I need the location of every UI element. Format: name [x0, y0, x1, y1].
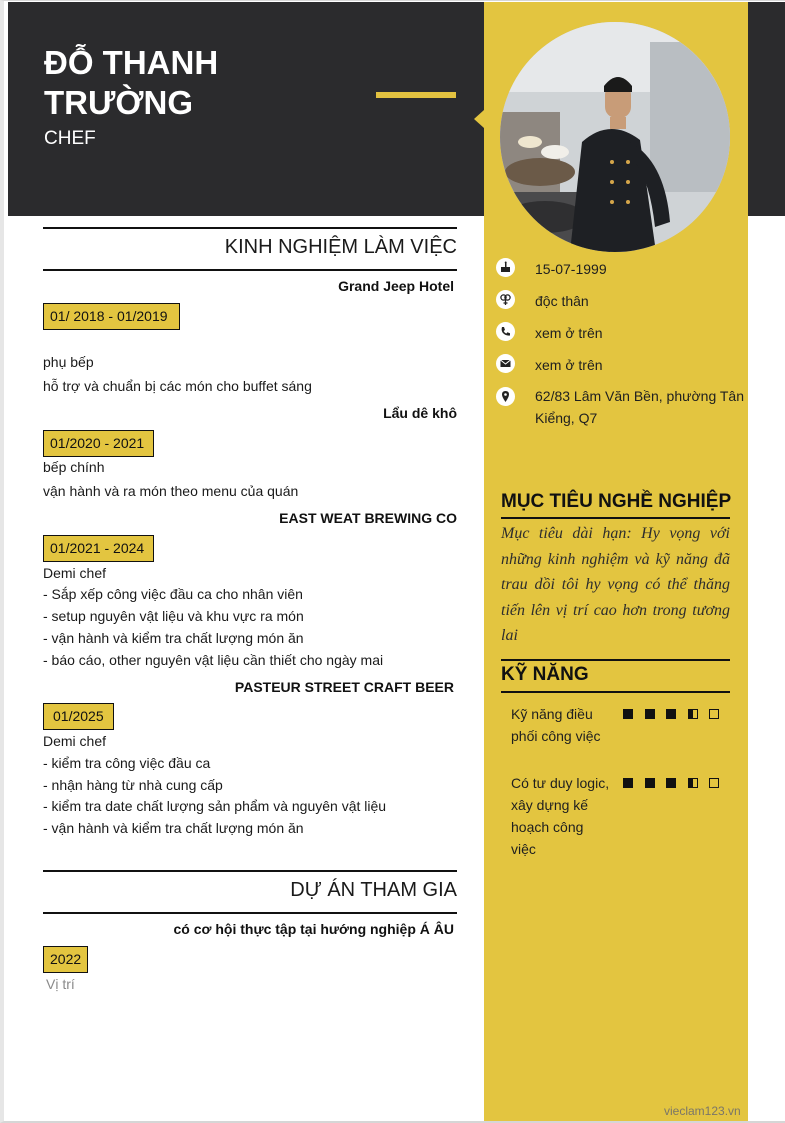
detail-line: - kiểm tra date chất lượng sản phẩm và nguyên vật liệu [43, 798, 387, 814]
projects-divider-top [43, 870, 457, 872]
candidate-name-line2: TRƯỜNG [44, 84, 194, 121]
position-text: Demi chef [43, 733, 107, 749]
skill-rating-square [688, 709, 698, 719]
project-role: Vị trí [46, 976, 75, 992]
detail-line: - setup nguyên vật liệu và khu vực ra món [43, 608, 304, 624]
date-badge: 01/2025 [43, 703, 114, 730]
experience-divider-top [43, 227, 457, 229]
company-name: EAST WEAT BREWING CO [279, 510, 457, 526]
skill-rating-square [645, 778, 655, 788]
gender-icon [496, 290, 515, 309]
position-text: bếp chính [43, 459, 105, 475]
projects-heading: DỰ ÁN THAM GIA [290, 879, 457, 901]
skill-rating-square [623, 778, 633, 788]
email-text: xem ở trên [535, 357, 603, 373]
skill-name: Kỹ năng điều phối công việc [511, 706, 601, 744]
avatar-photo [500, 22, 730, 252]
detail-line: - nhận hàng từ nhà cung cấp [43, 777, 223, 793]
skill-rating-square [709, 709, 719, 719]
address-text: 62/83 Lâm Văn Bền, phường Tân Kiểng, Q7 [535, 388, 744, 426]
company-name: PASTEUR STREET CRAFT BEER [234, 679, 454, 695]
skill-rating-square [709, 778, 719, 788]
skill-rating-square [666, 778, 676, 788]
location-pin-icon [496, 387, 515, 406]
objective-divider [501, 517, 730, 519]
experience-divider-bottom [43, 269, 457, 271]
position-text: Demi chef [43, 565, 107, 581]
company-name: Lẩu dê khô [383, 405, 457, 421]
experience-heading: KINH NGHIỆM LÀM VIỆC [224, 236, 457, 258]
avatar [500, 22, 730, 252]
envelope-icon [496, 354, 515, 373]
skills-heading: KỸ NĂNG [501, 664, 589, 685]
position-text: phụ bếp [43, 354, 94, 370]
objective-text: Mục tiêu dài hạn: Hy vọng với những kinh nghiệm và kỹ năng đã trau dồi tôi hy vọng có thể thăng tiến lên vị trí cao hơn trong tương lai [501, 525, 730, 644]
detail-line: vận hành và ra món theo menu của quán [43, 483, 299, 499]
detail-line: - vận hành và kiểm tra chất lượng món ăn [43, 630, 304, 646]
skills-divider-bottom [501, 691, 730, 693]
date-badge: 2022 [43, 946, 88, 973]
accent-bar [376, 92, 456, 98]
watermark: vieclam123.vn [664, 1104, 741, 1118]
candidate-name-line1: ĐỖ THANH [44, 44, 219, 81]
skills-divider-top [501, 659, 730, 661]
skill-name: Có tư duy logic, xây dựng kế hoạch công việc [511, 775, 610, 857]
date-badge: 01/ 2018 - 01/2019 [43, 303, 180, 330]
date-badge: 01/2020 - 2021 [43, 430, 154, 457]
detail-line: - Sắp xếp công việc đầu ca cho nhân viên [43, 586, 303, 602]
birthday-text: 15-07-1999 [535, 261, 607, 277]
phone-text: xem ở trên [535, 325, 603, 341]
marital-status-text: độc thân [535, 293, 589, 309]
cake-icon [496, 258, 515, 277]
detail-line: - báo cáo, other nguyên vật liệu cần thiết cho ngày mai [43, 652, 384, 668]
skill-rating-square [623, 709, 633, 719]
job-title: CHEF [44, 128, 96, 149]
objective-heading: MỤC TIÊU NGHỀ NGHIỆP [501, 491, 732, 512]
skill-rating-square [666, 709, 676, 719]
detail-line: - kiểm tra công việc đầu ca [43, 755, 211, 771]
company-name: Grand Jeep Hotel [338, 278, 454, 294]
project-name: có cơ hội thực tập tại hướng nghiệp Á ÂU [173, 921, 454, 937]
sidebar-notch [474, 110, 484, 128]
skill-rating-square [688, 778, 698, 788]
detail-line: hỗ trợ và chuẩn bị các món cho buffet sáng [43, 378, 312, 394]
phone-icon [496, 322, 515, 341]
projects-divider-bottom [43, 912, 457, 914]
candidate-name [44, 43, 218, 123]
date-badge: 01/2021 - 2024 [43, 535, 154, 562]
detail-line: - vận hành và kiểm tra chất lượng món ăn [43, 820, 304, 836]
skill-rating-square [645, 709, 655, 719]
